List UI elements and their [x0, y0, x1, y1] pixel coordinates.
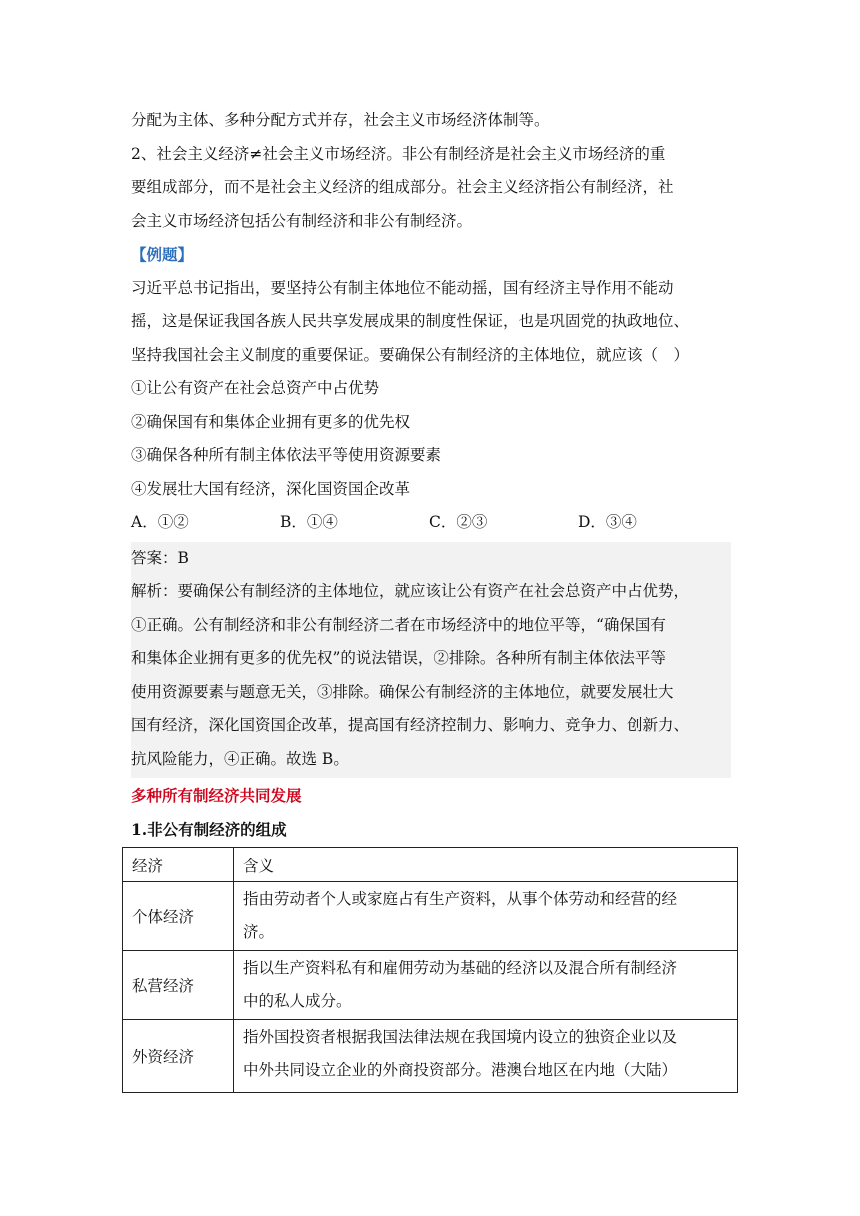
table-header-row: [123, 848, 738, 882]
table-cell-name: 个体经济: [123, 882, 234, 951]
analysis-line: 使用资源要素与题意无关，③排除。确保公有制经济的主体地位，就要发展壮大: [131, 682, 674, 701]
section-title: 多种所有制经济共同发展: [131, 786, 302, 805]
text-line: 分配为主体、多种分配方式并存，社会主义市场经济体制等。: [131, 111, 550, 129]
economy-table: [122, 847, 738, 1093]
section-subtitle: 1.非公有制经济的组成: [131, 820, 287, 839]
table-header-cell: 经济: [123, 848, 234, 882]
cell-line: 指由劳动者个人或家庭占有生产资料，从事个体劳动和经营的经: [243, 890, 678, 908]
option-a: A．①②: [131, 513, 189, 531]
analysis-line: ①正确。公有制经济和非公有制经济二者在市场经济中的地位平等，“确保国有: [131, 615, 666, 634]
statement-3: ③确保各种所有制主体依法平等使用资源要素: [131, 446, 442, 464]
cell-line: 中的私人成分。: [243, 992, 352, 1010]
cell-line: 中外共同设立企业的外商投资部分。港澳台地区在内地（大陆）: [243, 1061, 678, 1079]
option-b: B．①④: [280, 513, 338, 531]
question-line: 摇，这是保证我国各族人民共享发展成果的制度性保证，也是巩固党的执政地位、: [131, 312, 690, 330]
analysis-line: 抗风险能力，④正确。故选 B。: [131, 749, 349, 768]
table-row: [123, 1020, 738, 1093]
question-line: 坚持我国社会主义制度的重要保证。要确保公有制经济的主体地位，就应该（ ）: [131, 345, 690, 364]
example-tag: 【例题】: [131, 245, 194, 264]
table-row: [123, 882, 738, 951]
question-line: 习近平总书记指出，要坚持公有制主体地位不能动摇，国有经济主导作用不能动: [131, 278, 674, 297]
cell-line: 指以生产资料私有和雇佣劳动为基础的经济以及混合所有制经济: [243, 959, 678, 977]
table-cell-meaning: [234, 951, 738, 1020]
text-line: 会主义市场经济包括公有制经济和非公有制经济。: [131, 211, 473, 230]
table-cell-name: 私营经济: [123, 951, 234, 1020]
text-line: 2、社会主义经济≠社会主义市场经济。非公有制经济是社会主义市场经济的重: [131, 144, 666, 163]
option-d: D．③④: [578, 513, 637, 531]
table-cell-name: 外资经济: [123, 1020, 234, 1093]
cell-line: 指外国投资者根据我国法律法规在我国境内设立的独资企业以及: [243, 1028, 678, 1046]
answer-box: [131, 542, 731, 779]
table-cell-meaning: [234, 882, 738, 951]
analysis-line: 国有经济，深化国资国企改革，提高国有经济控制力、影响力、竞争力、创新力、: [131, 716, 690, 734]
table-row: [123, 951, 738, 1020]
table-cell-meaning: [234, 1020, 738, 1093]
option-c: C．②③: [429, 513, 488, 531]
text-line: 要组成部分，而不是社会主义经济的组成部分。社会主义经济指公有制经济，社: [131, 178, 674, 196]
analysis-line: 解析：要确保公有制经济的主体地位，就应该让公有资产在社会总资产中占优势，: [131, 582, 690, 600]
document-content: [131, 104, 731, 1093]
cell-line: 济。: [243, 923, 275, 941]
statement-4: ④发展壮大国有经济，深化国资国企改革: [131, 479, 411, 498]
statement-2: ②确保国有和集体企业拥有更多的优先权: [131, 412, 411, 431]
answer-line: 答案：B: [131, 548, 189, 567]
statement-1: ①让公有资产在社会总资产中占优势: [131, 379, 380, 397]
table-header-cell: 含义: [234, 848, 738, 882]
answer-options: [131, 506, 731, 540]
analysis-line: 和集体企业拥有更多的优先权”的说法错误，②排除。各种所有制主体依法平等: [131, 649, 666, 667]
